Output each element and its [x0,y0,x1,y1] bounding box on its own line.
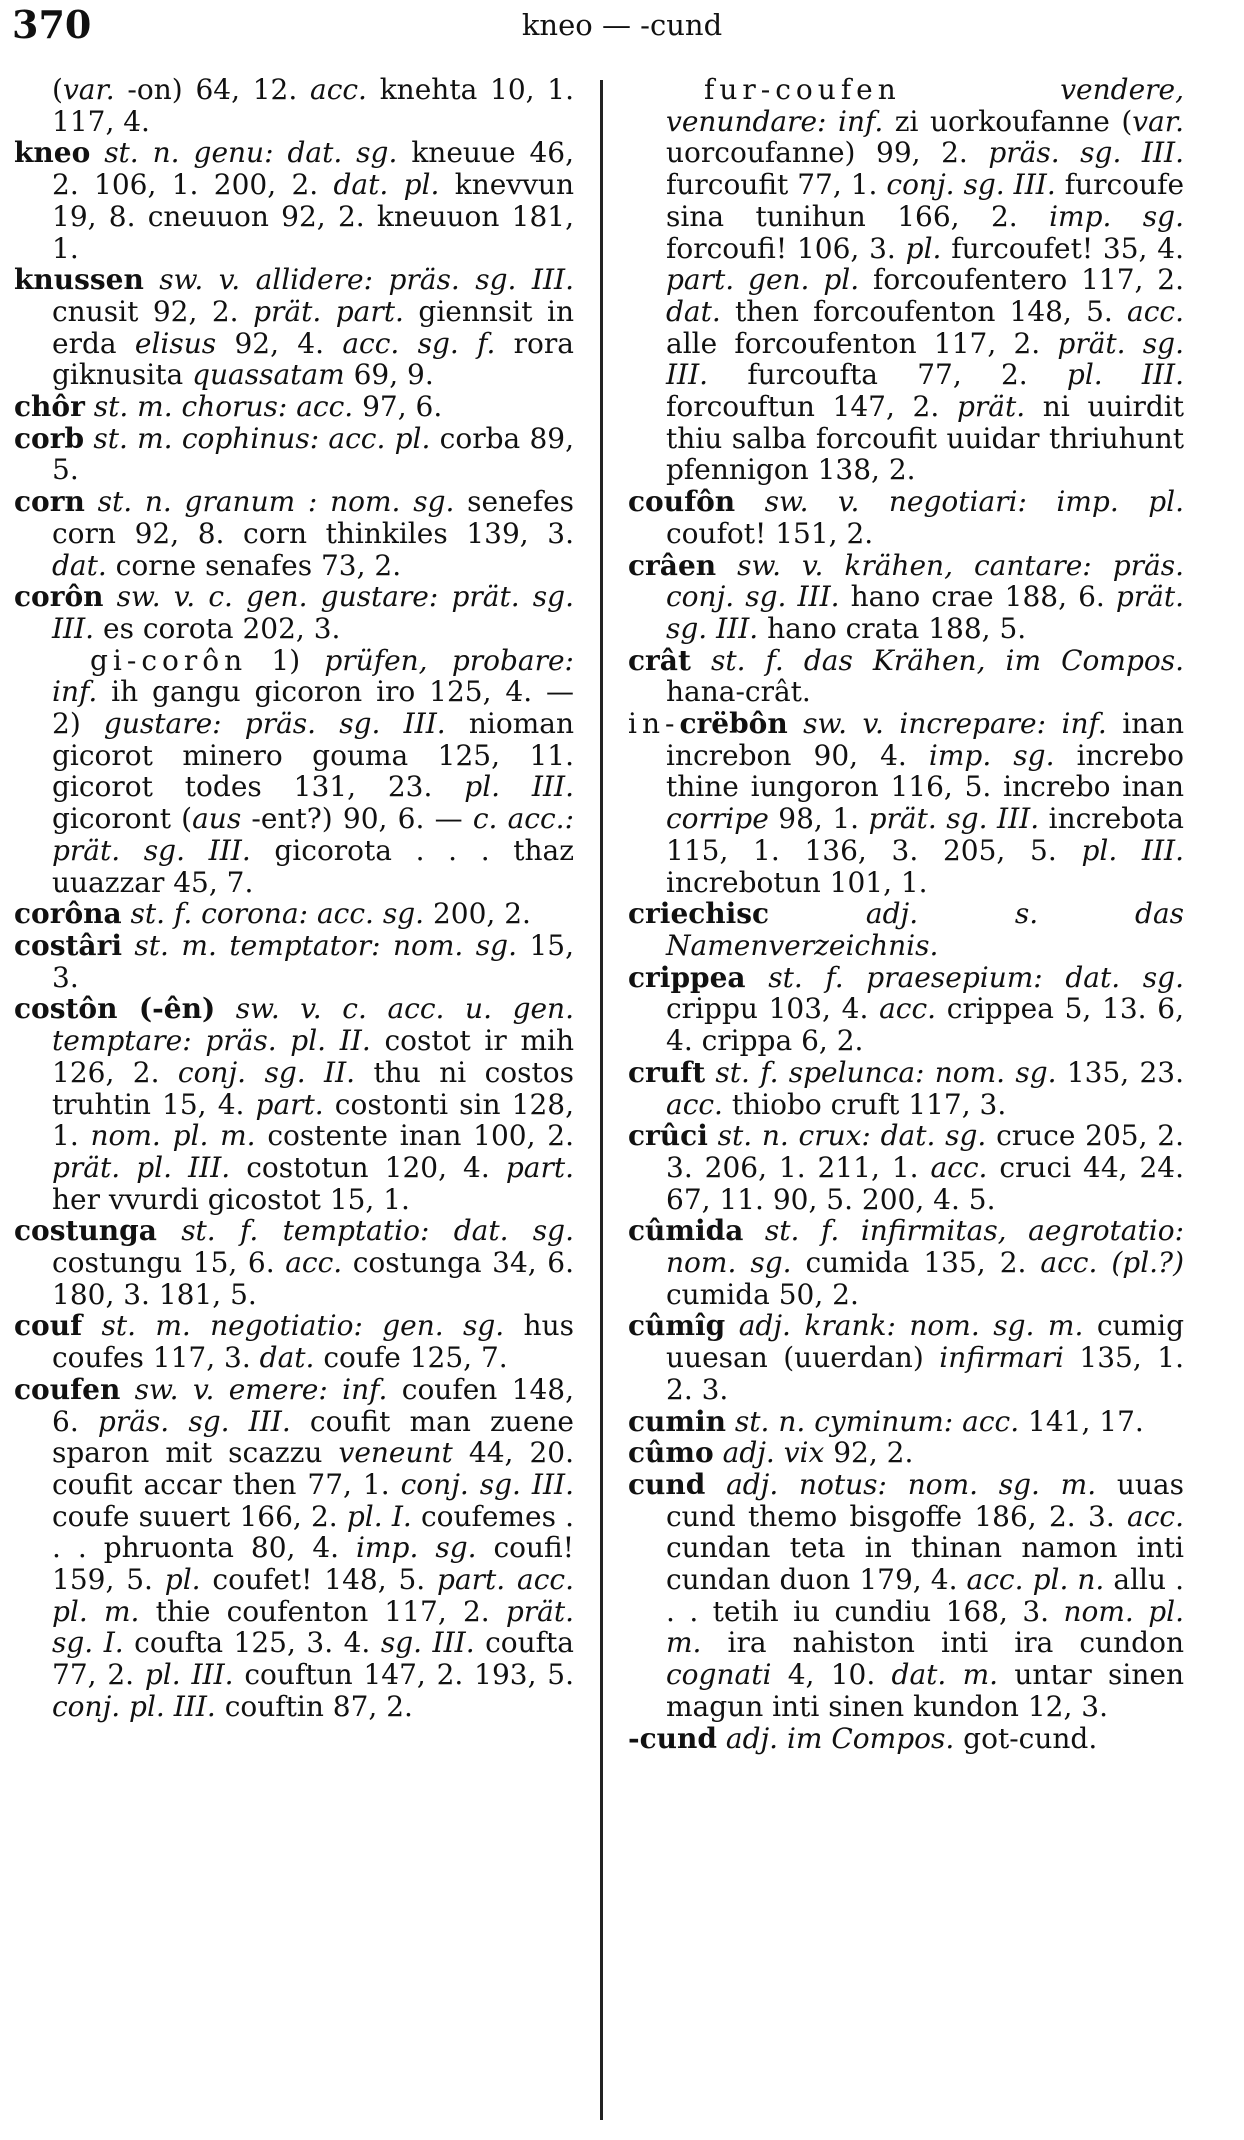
citation-text: zi uorkoufanne ( [883,104,1133,138]
dictionary-entry [628,550,1184,645]
grammar-note: st. f. praesepium: dat. sg. [745,960,1184,994]
grammar-note: prät. sg. III. [666,326,1184,392]
dictionary-entry-continuation [14,74,574,137]
citation-text: rora giknusita [52,326,574,392]
dictionary-entry [628,1310,1184,1405]
citation-text: 141, 17. [1019,1404,1144,1438]
citation-text: gicoront ( [52,802,193,836]
citation-text: 69, 9. [344,358,434,392]
grammar-note: pl. III. [1066,358,1184,392]
grammar-note: part. acc. pl. m. [52,1563,574,1628]
citation-text: senefes corn 92, 8. corn thinkiles 139, 3. [52,485,575,550]
spaced-headword: in- [628,707,680,741]
grammar-note: aus [192,802,242,836]
grammar-note: sw. v. increpare: inf. [787,707,1107,741]
headword: corb [14,421,85,455]
citation-text: allu . . . tetih iu cundiu 168, 3. [666,1563,1184,1628]
grammar-note: cognati [666,1658,772,1692]
citation-text: cumig uuesan (uuerdan) [666,1309,1184,1375]
citation-text: increbo thine iungoron 116, 5. increbo inan [666,738,1184,804]
grammar-note: veneunt [338,1436,453,1470]
citation-text: coufi! 159, 5. [52,1531,574,1597]
grammar-note: st. n. crux: dat. sg. [707,1119,987,1153]
grammar-note: st. f. das Krähen, im Compos. [690,643,1184,677]
grammar-note: pl. III. [1081,833,1185,867]
citation-text: cumida 135, 2. [791,1246,1041,1280]
grammar-note: var. [62,73,115,106]
spaced-headword: gi-corôn [90,643,248,677]
dictionary-entry [14,264,574,391]
headword: coufen [14,1372,121,1406]
grammar-note: infirmari [939,1341,1064,1375]
dictionary-entry [628,1057,1184,1120]
grammar-note: adj. krank: nom. sg. m. [725,1309,1084,1343]
grammar-note: nom. pl. m. [666,1594,1185,1660]
grammar-note: prät. sg. I. [52,1594,574,1660]
grammar-note: var. [1132,104,1184,138]
dictionary-entry [14,137,574,264]
grammar-note: pl. I. [346,1499,412,1533]
headword: cumin [628,1404,727,1438]
headword: costâri [14,928,122,962]
citation-text: coufe 125, 7. [314,1341,508,1375]
citation-text: 15, 3. [52,928,574,994]
column-divider [600,80,603,2120]
citation-text: hano crae 188, 6. [839,580,1116,614]
citation-text: uorcoufanne) 99, 2. [666,136,989,170]
page-number: 370 [12,2,92,47]
citation-text: coufemes . . . phruonta 80, 4. [52,1499,575,1565]
grammar-note: st. f. corona: acc. sg. [121,897,425,931]
grammar-note: sw. v. krähen, cantare: präs. conj. sg. III. [666,548,1184,614]
headword: costôn (-ên) [14,992,216,1026]
citation-text: gicorota . . . thaz uuazzar 45, 7. [52,833,575,899]
citation-text: furcoufet! 35, 4. [941,231,1184,265]
grammar-note: conj. sg. III. [886,168,1056,202]
column-right [628,74,1184,1754]
grammar-note: part. [505,1150,574,1184]
grammar-note: st. n. granum : nom. sg. [84,485,455,519]
citation-text: corba 89, 5. [52,421,575,487]
grammar-note: conj. pl. III. [52,1689,216,1723]
citation-text: hus coufes 117, 3. [52,1309,574,1375]
dictionary-entry [628,708,1184,898]
grammar-note: sw. v. emere: inf. [120,1372,388,1406]
grammar-note: acc. [666,1087,723,1121]
grammar-note: conj. sg. II. [177,1055,356,1089]
headword: cûmîg [628,1309,726,1343]
grammar-note: quassatam [192,358,345,392]
grammar-note: sg. III. [380,1626,475,1660]
citation-text: her vvurdi gicostot 15, 1. [52,1182,410,1216]
grammar-note: sw. v. c. acc. u. gen. temptare: präs. pl. II. [52,992,574,1058]
grammar-note: imp. sg. [928,738,1055,772]
dictionary-entry [14,581,574,644]
citation-text: then forcoufenton 148, 5. [720,294,1128,328]
citation-text: cundan teta in thinan namon inti cundan duon 179, 4. [666,1531,1184,1597]
citation-text: costente inan 100, 2. [255,1119,575,1153]
grammar-note: pl. III. [144,1658,234,1692]
spaced-headword: fur-coufen [704,73,901,106]
dictionary-entry [628,645,1184,708]
citation-text: thu ni costos truhtin 15, 4. [52,1055,575,1121]
citation-text: -on) 64, 12. [114,73,310,106]
grammar-note: adj. vix [713,1436,825,1470]
citation-text: 44, 20. coufit accar then 77, 1. [52,1436,574,1501]
grammar-note: st. f. temptatio: dat. sg. [156,1214,574,1248]
citation-text: untar sinen magun inti sinen kundon 12, 3. [666,1658,1184,1723]
dictionary-subentry [628,74,1184,486]
grammar-note: prüfen, probare: inf. [52,643,574,709]
citation-text: furcoufit 77, 1. [666,168,887,202]
citation-text: cnusit 92, 2. [52,294,254,328]
citation-text: 97, 6. [353,390,443,424]
citation-text: increbota 115, 1. 136, 3. 205, 5. [666,802,1184,867]
grammar-note: acc. (pl.?) [1040,1246,1184,1280]
grammar-note: corripe [666,802,769,836]
headword: coufôn [628,485,736,519]
headword: chôr [14,390,85,424]
citation-text: costungu 15, 6. [52,1246,286,1280]
citation-text: coufe suuert 166, 2. [52,1499,347,1533]
citation-text: giennsit in erda [52,294,574,360]
citation-text: costonti sin 128, 1. [52,1087,574,1153]
citation-text: cumida 50, 2. [666,1277,859,1311]
citation-text: -ent?) 90, 6. — [241,802,473,836]
citation-text: knevvun 19, 8. cneuuon 92, 2. kneuuon 181, 1. [52,168,574,265]
grammar-note: imp. sg. [1049,199,1184,233]
grammar-note: sw. v. negotiari: imp. pl. [735,485,1184,519]
grammar-note: st. n. cyminum: acc. [726,1404,1020,1438]
citation-text: uuas cund themo bisgoffe 186, 2. 3. [666,1467,1184,1533]
grammar-note: vendere, venundare: inf. [666,73,1184,138]
citation-text: 98, 1. [768,802,869,836]
headword: cûmida [628,1214,744,1248]
citation-text: thiobo cruft 117, 3. [722,1087,1007,1121]
grammar-note: st. f. infirmitas, aegrotatio: nom. sg. [666,1214,1184,1280]
grammar-note: acc. [310,73,367,106]
dictionary-entry [14,898,574,930]
citation-text: kneuue 46, 2. 106, 1. 200, 2. [52,136,574,202]
grammar-note: dat. [259,1341,315,1375]
dictionary-entry [14,1310,574,1373]
citation-text: crippea 5, 13. 6, 4. crippa 6, 2. [666,992,1184,1058]
grammar-note: acc. [879,992,937,1026]
headword: knussen [14,263,144,297]
citation-text: nioman gicorot minero gouma 125, 11. gicorot todes 131, 23. [52,707,574,804]
citation-text: forcouftun 147, 2. [666,390,957,424]
citation-text: furcoufta 77, 2. [708,358,1067,392]
citation-text: cruci 44, 24. 67, 11. 90, 5. 200, 4. 5. [666,1150,1184,1216]
dictionary-subentry [14,645,574,899]
dictionary-entry [628,898,1184,961]
citation-text: costunga 34, 6. 180, 3. 181, 5. [52,1246,574,1311]
citation-text: 200, 2. [424,897,531,931]
headword: corn [14,485,85,519]
citation-text: got-cund. [954,1721,1098,1755]
headword: crâen [628,548,717,582]
grammar-note: dat. pl. [333,168,440,202]
citation-text: costot ir mih 126, 2. [52,1024,574,1089]
grammar-note: elisus [134,326,217,360]
grammar-note: prät. [956,390,1026,424]
grammar-note: dat. [52,548,107,582]
citation-text: inan increbon 90, 4. [666,707,1184,772]
citation-text: forcoufi! 106, 3. [666,231,906,265]
citation-text: hana-crât. [666,675,811,709]
dictionary-entry [14,1215,574,1310]
citation-text: couftin 87, 2. [215,1689,413,1723]
headword: crippea [628,960,746,994]
grammar-note: st. m. cophinus: acc. pl. [84,421,431,455]
grammar-note: acc. [930,1150,988,1184]
grammar-note: st. f. spelunca: nom. sg. [705,1055,1057,1089]
citation-text: thie coufenton 117, 2. [139,1594,506,1628]
dictionary-entry [14,423,574,486]
headword: criechisc [628,897,770,931]
dictionary-entry [14,391,574,423]
citation-text: 135, 1. 2. 3. [666,1341,1184,1406]
citation-text: coufet! 148, 5. [200,1563,438,1597]
citation-text: ( [52,73,63,106]
headword: kneo [14,136,91,170]
grammar-note: part. [255,1087,324,1121]
citation-text: 4, 10. [771,1658,892,1692]
column-left [14,74,574,1723]
grammar-note: adj. s. das Namenverzeichnis. [666,897,1184,962]
grammar-note: st. m. chorus: acc. [84,390,354,424]
grammar-note: nom. pl. m. [90,1119,256,1153]
citation-text: corne senafes 73, 2. [106,548,402,582]
citation-text: ih gangu gicoron iro 125, 4. — 2) [52,675,574,741]
grammar-note: imp. sg. [356,1531,477,1565]
dictionary-entry [628,1215,1184,1310]
grammar-note: sw. v. c. gen. gustare: prät. sg. III. [52,580,574,645]
citation-text: coufot! 151, 2. [666,516,874,550]
grammar-note: pl. [905,231,942,265]
headword: couf [14,1309,83,1343]
citation-text: coufta 77, 2. [52,1626,574,1692]
grammar-note: st. m. temptator: nom. sg. [121,928,517,962]
grammar-note: acc. pl. n. [966,1563,1105,1597]
grammar-note: dat. [666,294,721,328]
running-head: kneo — -cund [521,8,723,42]
headword: -cund [628,1721,717,1755]
dictionary-entry [14,930,574,993]
dictionary-entry [628,1723,1184,1755]
citation-text: coufit man zuene sparon mit scazzu [52,1404,574,1470]
grammar-note: acc. [1127,1499,1184,1533]
grammar-note: gustare: präs. sg. III. [103,707,446,741]
headword: cund [628,1467,706,1501]
citation-text: hano crata 188, 5. [758,611,1027,645]
grammar-note: prät. sg. III. [868,802,1040,836]
headword: cûmo [628,1436,714,1470]
headword: corôna [14,897,122,931]
grammar-note: dat. m. [891,1658,999,1692]
headword: crât [628,643,691,677]
grammar-note: pl. [164,1563,201,1597]
citation-text: 92, 2. [824,1436,914,1470]
headword: crûci [628,1119,708,1153]
dictionary-entry [628,1120,1184,1215]
grammar-note: c. acc.: prät. sg. III. [52,802,575,867]
grammar-note: adj. notus: nom. sg. m. [705,1467,1097,1501]
grammar-note: part. gen. pl. [666,263,860,297]
headword: costunga [14,1214,157,1248]
dictionary-entry [14,1374,574,1723]
dictionary-entry [628,1406,1184,1438]
dictionary-entry [628,486,1184,549]
citation-text: increbotun 101, 1. [666,865,928,899]
grammar-note: conj. sg. III. [400,1467,574,1501]
citation-text: knehta 10, 1. 117, 4. [52,73,575,138]
grammar-note: st. n. genu: dat. sg. [90,136,398,170]
grammar-note: acc. [1127,294,1184,328]
grammar-note: präs. sg. III. [988,136,1184,170]
grammar-note: st. m. negotiatio: gen. sg. [82,1309,505,1343]
citation-text: couftun 147, 2. 193, 5. [233,1658,575,1692]
citation-text: crippu 103, 4. [666,992,880,1026]
citation-text: ira nahiston inti ira cundon [701,1626,1184,1660]
dictionary-entry [14,993,574,1215]
grammar-note: präs. sg. III. [97,1404,291,1438]
citation-text: forcoufentero 117, 2. [859,263,1184,297]
grammar-note: adj. im Compos. [716,1721,955,1755]
dictionary-entry [628,1437,1184,1469]
citation-text: alle forcoufenton 117, 2. [666,326,1058,360]
grammar-note: acc. [285,1246,343,1280]
citation-text: coufta 125, 3. 4. [123,1626,381,1660]
dictionary-entry [14,486,574,581]
headword: corôn [14,580,104,614]
grammar-note: acc. sg. f. [342,326,496,360]
grammar-note: sw. v. allidere: präs. sg. III. [143,263,574,297]
dictionary-entry [628,962,1184,1057]
citation-text: 1) [247,643,325,677]
grammar-note: pl. III. [464,770,575,804]
citation-text: cruce 205, 2. 3. 206, 1. 211, 1. [666,1119,1184,1184]
citation-text: furcoufe sina tunihun 166, 2. [666,168,1185,233]
headword: crëbôn [679,707,788,741]
citation-text: es corota 202, 3. [94,611,341,645]
citation-text: costotun 120, 4. [230,1150,506,1184]
dictionary-entry [628,1469,1184,1723]
citation-text: 135, 23. [1056,1055,1184,1089]
citation-text: ni uuirdit thiu salba forcoufit uuidar thriuhunt pfennigon 138, 2. [666,390,1185,487]
grammar-note: prät. pl. III. [52,1150,231,1184]
citation-text: 92, 4. [216,326,343,360]
headword: cruft [628,1055,706,1089]
citation-text: coufen 148, 6. [52,1372,575,1438]
grammar-note: prät. sg. III. [666,580,1184,645]
grammar-note: prät. part. [253,294,404,328]
